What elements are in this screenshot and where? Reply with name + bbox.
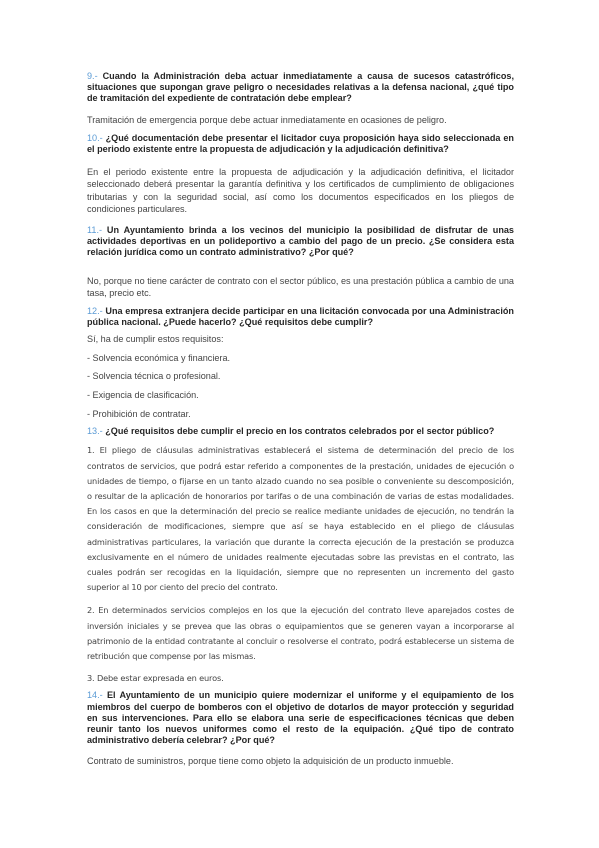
question-text: Un Ayuntamiento brinda a los vecinos del municipio la posibilidad de disfrutar de unas actividades deportivas en un polideportivo a cambio del pago de un precio. ¿Se considera esta relación jurídica como un contrato administrativo? ¿Por qué?	[87, 224, 514, 258]
answer-13-paragraph-2: 2. En determinados servicios complejos en los que la ejecución del contrato lleve aparejados costes de inversión iniciales y se prevea que las obras o equipamientos que se generen vayan a incorporarse al patrimonio de la entidad contratante al concluir o resolverse el contrato, podrá establecerse un sistema de retribución que compense por las mismas.	[87, 605, 514, 661]
question-number: 13.-	[87, 426, 103, 437]
list-item: - Solvencia económica y financiera.	[87, 352, 231, 363]
question-text: ¿Qué documentación debe presentar el licitador cuya proposición haya sido seleccionada en el periodo existente entre la propuesta de adjudicación y la adjudicación definitiva?	[87, 133, 514, 155]
list-item: - Prohibición de contratar.	[87, 408, 191, 419]
question-10	[87, 133, 514, 155]
answer-13-paragraph-3: 3. Debe estar expresada en euros.	[87, 673, 224, 684]
answer-9: Tramitación de emergencia porque debe actuar inmediatamente en ocasiones de peligro.	[87, 114, 447, 125]
list-item: - Exigencia de clasificación.	[87, 389, 199, 400]
question-13	[87, 426, 514, 437]
question-text: El Ayuntamiento de un municipio quiere modernizar el uniforme y el equipamiento de los miembros del cuerpo de bomberos con el objetivo de dotarlos de mayor protección y seguridad en sus intervenciones. Para ello se elabora una serie de especificaciones técnicas que deben reunir tanto los nuevos uniformes como el resto de la equipación. ¿Qué tipo de contrato administrativo debería celebrar? ¿Por qué?	[87, 690, 514, 746]
question-number: 9.-	[87, 71, 98, 81]
list-item: - Solvencia técnica o profesional.	[87, 371, 221, 382]
question-14	[87, 690, 514, 746]
answer-11: No, porque no tiene carácter de contrato con el sector público, es una prestación pública a cambio de una tasa, precio etc.	[87, 275, 514, 299]
question-number: 11.-	[87, 224, 102, 235]
question-text: ¿Qué requisitos debe cumplir el precio en los contratos celebrados por el sector público?	[102, 426, 495, 437]
answer-13-paragraph-1: 1. El pliego de cláusulas administrativas establecerá el sistema de determinación del precio de los contratos de servicios, que podrá estar referido a componentes de la prestación, unidades de ejecución o unidades de tiempo, o fijarse en un tanto alzado cuando no sea posible o conveniente su descomposición, o resultar de la aplicación de honorarios por tarifas o de una combinación de varias de estas modalidades. En los casos en que la determinación del precio se realice mediante unidades de ejecución, no tendrán la consideración de modificaciones, siempre que así se haya establecido en el pliego de cláusulas administrativas particulares, la variación que durante la correcta ejecución de la prestación se produzca exclusivamente en el número de unidades realmente ejecutadas sobre las previstas en el contrato, las cuales podrán ser recogidas en la liquidación, siempre que no representen un incremento del gasto superior al 10 por ciento del precio del contrato.	[87, 445, 514, 593]
question-text: Una empresa extranjera decide participar en una licitación convocada por una Administración pública nacional. ¿Puede hacerlo? ¿Qué requisitos debe cumplir?	[87, 305, 514, 327]
answer-10: En el periodo existente entre la propuesta de adjudicación y la adjudicación definitiva, el licitador seleccionado deberá presentar la garantía definitiva y los certificados de cumplimiento de obligaciones tributarias y con la seguridad social, así como los documentos especificados en los pliegos de condiciones particulares.	[87, 166, 514, 215]
question-9	[87, 71, 514, 105]
answer-12-intro: Sí, ha de cumplir estos requisitos:	[87, 334, 224, 345]
answer-14: Contrato de suministros, porque tiene como objeto la adquisición de un producto inmueble.	[87, 756, 454, 767]
question-12	[87, 306, 514, 328]
answer-12	[87, 333, 514, 420]
question-11	[87, 225, 514, 259]
question-number: 12.-	[87, 305, 103, 316]
document-content	[87, 71, 514, 768]
question-number: 14.-	[87, 690, 103, 701]
question-text: Cuando la Administración deba actuar inmediatamente a causa de sucesos catastróficos, situaciones que supongan grave peligro o necesidades relativas a la defensa nacional, ¿qué tipo de tramitación del expediente de contratación debe emplear?	[87, 71, 514, 104]
question-number: 10.-	[87, 133, 103, 144]
